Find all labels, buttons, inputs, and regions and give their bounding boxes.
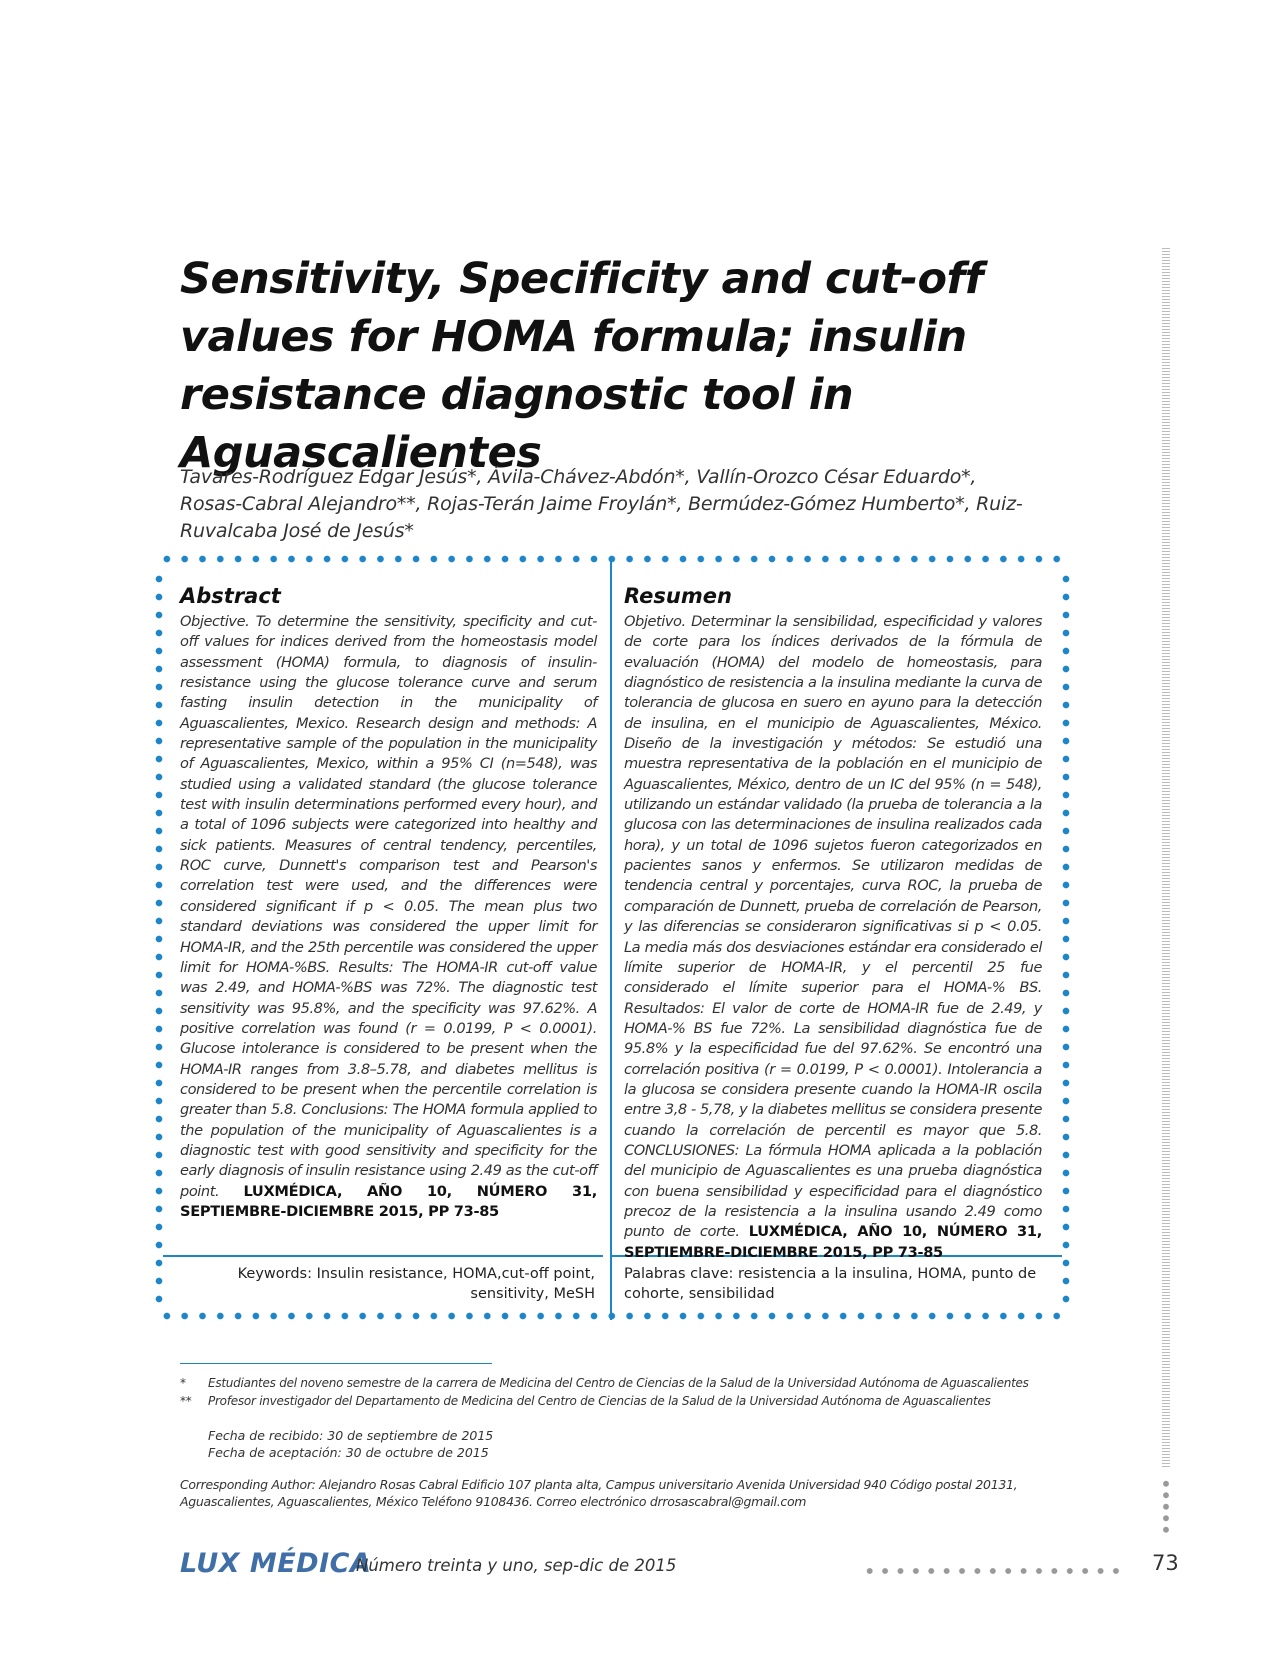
abstract-citation: LUXMÉDICA, AÑO 10, NÚMERO 31, SEPTIEMBRE-DICIEMBRE 2015, PP 73-85 <box>180 1182 597 1220</box>
margin-tick-strip <box>1162 248 1170 1468</box>
abstract-box-top-border <box>158 555 1070 563</box>
column-divider <box>610 558 612 1320</box>
keywords-rule-left <box>163 1255 603 1257</box>
resumen-body <box>624 612 1042 1263</box>
abstract-box-bottom-border <box>158 1312 1070 1320</box>
article-title: Sensitivity, Specificity and cut-off values for HOMA formula; insulin resistance diagnostic tool in Aguascalientes <box>180 254 983 478</box>
footnote-2-mark: ** <box>180 1394 192 1408</box>
corresponding-author: Corresponding Author: Alejandro Rosas Cabral Edificio 107 planta alta, Campus universitario Avenida Universidad 940 Código postal 20131, Aguascalientes, Aguascalientes, México Teléfono 9108436. Correo electrónico drrosascabral@gmail.com <box>180 1477 1018 1509</box>
journal-logo: LUX MÉDICA <box>180 1548 372 1579</box>
received-date: Fecha de recibido: 30 de septiembre de 2015 <box>208 1428 494 1443</box>
resumen-citation: LUXMÉDICA, AÑO 10, NÚMERO 31, SEPTIEMBRE-DICIEMBRE 2015, PP 73-85 <box>624 1223 1042 1261</box>
keywords-spanish: Palabras clave: resistencia a la insulina, HOMA, punto de cohorte, sensibilidad <box>624 1266 1037 1302</box>
footer-dots <box>862 1567 1124 1575</box>
submission-dates <box>208 1427 493 1461</box>
footnote-1-text: Estudiantes del noveno semestre de la carrera de Medicina del Centro de Ciencias de la Salud de la Universidad Autónoma de Aguascalientes <box>208 1376 1029 1390</box>
footnote-1-mark: * <box>180 1376 186 1390</box>
margin-dots <box>1162 1478 1170 1536</box>
issue-label: Número treinta y uno, sep-dic de 2015 <box>356 1556 677 1575</box>
resumen-heading: Resumen <box>624 584 732 608</box>
page-number: 73 <box>1152 1551 1179 1575</box>
footnote-2 <box>180 1393 1080 1409</box>
abstract-body <box>180 612 597 1222</box>
abstract-box-right-border <box>1062 570 1070 1310</box>
footnote-rule <box>180 1363 492 1364</box>
abstract-heading: Abstract <box>180 584 281 608</box>
resumen-text: Objetivo. Determinar la sensibilidad, especificidad y valores de corte para los índices derivados de la fórmula de evaluación (HOMA) del modelo de homeostasis, para diagnóstico de resistencia a la insulina mediante la curva de tolerancia de glucosa en suero en ayuno para la detección de insulina, en el municipio de Aguascalientes, México. Diseño de la investigación y métodos: Se estudió una muestra representativa de la población en el municipio de Aguascalientes, México, dentro de un IC del 95% (n = 548), utilizando un estándar validado (la prueba de tolerancia a la glucosa con las determinaciones de insulina realizados cada hora), y un total de 1096 sujetos fueron categorizados en pacientes sanos y enfermos. Se utilizaron medidas de tendencia central y porcentajes, curva ROC, la prueba de comparación de Dunnett, prueba de correlación de Pearson, y las diferencias se consideraron significativas si p < 0.05. La media más dos desviaciones estándar era considerado el límite superior de HOMA-IR, y el percentil 25 fue considerado el límite superior para el HOMA-% BS. Resultados: El valor de corte de HOMA-IR fue de 2.49, y HOMA-% BS fue 72%. La sensibilidad diagnóstica fue de 95.8% y la especificidad fue del 97.62%. Se encontró una correlación positiva (r = 0.0199, P < 0.0001). Intolerancia a la glucosa se considera presente cuando la HOMA-IR oscila entre 3,8 - 5,78, y la diabetes mellitus se considera presente cuando la correlación de percentil es mayor que 5.8. CONCLUSIONES: La fórmula HOMA aplicada a la población del municipio de Aguascalientes es una prueba diagnóstica con buena sensibilidad y especificidad para el diagnóstico precoz de la resistencia a la insulina usando 2.49 como punto de corte. <box>624 613 1042 1241</box>
accepted-date: Fecha de aceptación: 30 de octubre de 2015 <box>208 1445 489 1460</box>
author-list: Tavares-Rodríguez Edgar Jesús*, Ávila-Chávez-Abdón*, Vallín-Orozco César Eduardo*, Rosas-Cabral Alejandro**, Rojas-Terán Jaime Froylán*, Bermúdez-Gómez Humberto*, Ruiz-Ruvalcaba José de Jesús* <box>180 466 1023 542</box>
footnote-1 <box>180 1375 1080 1391</box>
keywords-english: Keywords: Insulin resistance, HOMA,cut-off point, sensitivity, MeSH <box>237 1266 595 1302</box>
abstract-text: Objective. To determine the sensitivity, specificity and cut-off values for indices derived from the homeostasis model assessment (HOMA) formula, to diagnosis of insulin-resistance using the glucose tolerance curve and serum fasting insulin detection in the municipality of Aguascalientes, Mexico. Research design and methods: A representative sample of the population in the municipality of Aguascalientes, Mexico, within a 95% CI (n=548), was studied using a validated standard (the glucose tolerance test with insulin determinations performed every hour), and a total of 1096 subjects were categorized into healthy and sick patients. Measures of central tendency, percentiles, ROC curve, Dunnett's comparison test and Pearson's correlation test were used, and the differences were considered significant if p < 0.05. The mean plus two standard deviations was considered the upper limit for HOMA-IR, and the 25th percentile was considered the upper limit for HOMA-%BS. Results: The HOMA-IR cut-off value was 2.49, and HOMA-%BS was 72%. The diagnostic test sensitivity was 95.8%, and the specificity was 97.62%. A positive correlation was found (r = 0.0199, P < 0.0001). Glucose intolerance is considered to be present when the HOMA-IR ranges from 3.8–5.78, and diabetes mellitus is considered to be present when the percentile correlation is greater than 5.8. Conclusions: The HOMA formula applied to the population of the municipality of Aguascalientes is a diagnostic test with good sensitivity and specificity for the early diagnosis of insulin resistance using 2.49 as the cut-off point. <box>180 613 597 1200</box>
footnote-2-text: Profesor investigador del Departamento de Medicina del Centro de Ciencias de la Salud de la Universidad Autónoma de Aguascalientes <box>208 1394 991 1408</box>
abstract-box-left-border <box>155 570 163 1310</box>
